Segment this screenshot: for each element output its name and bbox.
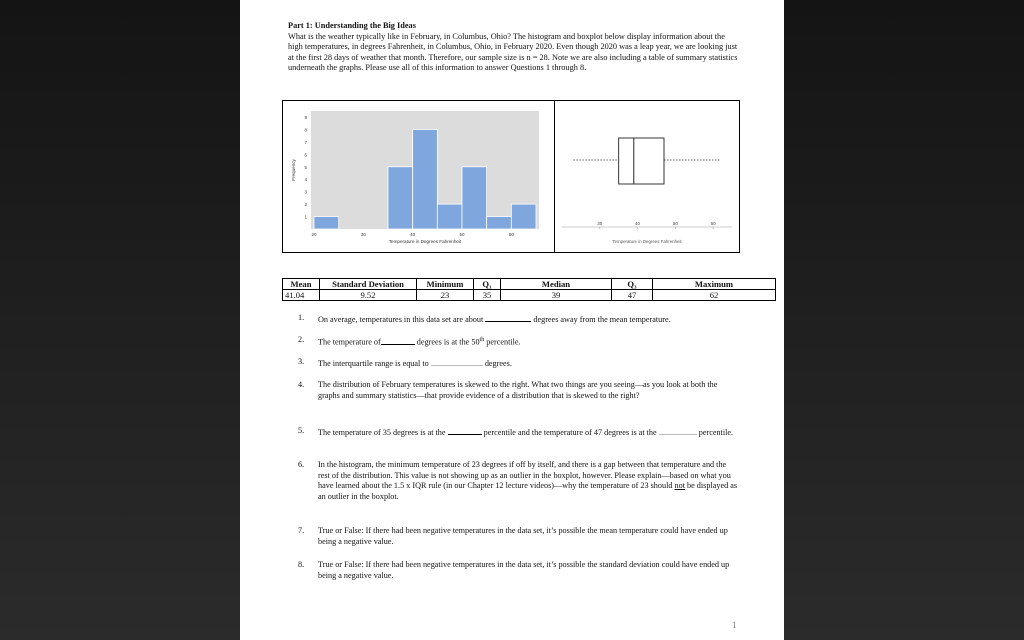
y-tick-label: 8 bbox=[304, 127, 307, 133]
y-axis-label: Frequency bbox=[291, 159, 296, 181]
header-standard-deviation: Standard Deviation bbox=[320, 279, 417, 290]
stats-value-row bbox=[283, 290, 776, 301]
answer-blank[interactable] bbox=[659, 426, 697, 435]
figure-box bbox=[282, 100, 740, 253]
histogram-bar bbox=[437, 204, 462, 229]
histogram-bar bbox=[511, 204, 536, 229]
question-text: percentile and the temperature of 47 degrees is at the bbox=[483, 428, 657, 437]
question-text: The interquartile range is equal to bbox=[318, 359, 429, 368]
question-number: 1. bbox=[298, 313, 305, 322]
question-number: 3. bbox=[298, 357, 305, 366]
header-q3: Q₃ bbox=[612, 279, 653, 290]
x-axis-label: Temperature in Degrees Fahrenheit bbox=[388, 239, 462, 244]
value-median: 39 bbox=[501, 290, 612, 301]
question-text: degrees is at the 50 bbox=[416, 337, 480, 347]
question-text: The temperature of bbox=[318, 337, 381, 347]
question-text: On average, temperatures in this data set are about bbox=[318, 315, 484, 324]
answer-blank[interactable] bbox=[431, 357, 483, 366]
question-number: 8. bbox=[298, 560, 305, 569]
histogram-bar bbox=[462, 167, 487, 229]
right-background bbox=[784, 0, 1024, 640]
header-mean: Mean bbox=[283, 279, 320, 290]
question-text: The distribution of February temperatures is skewed to the right. What two things are you seeing—as you look at both the graphs and summary statistics—that provide evidence of a distribution that is skewed to the right? bbox=[318, 380, 718, 400]
y-tick-label: 7 bbox=[304, 139, 307, 145]
x-tick-label: 50 bbox=[459, 232, 465, 237]
y-tick-label: 5 bbox=[304, 164, 307, 170]
question-number: 6. bbox=[298, 460, 305, 469]
value-standard-deviation: 9.52 bbox=[320, 290, 417, 301]
value-q1: 35 bbox=[474, 290, 501, 301]
emphasis-not: not bbox=[674, 481, 685, 490]
question-number: 5. bbox=[298, 426, 305, 435]
question-text: be displayed as an outlier in the boxplot. bbox=[318, 481, 738, 501]
value-maximum: 62 bbox=[653, 290, 776, 301]
histogram-bar bbox=[314, 217, 339, 229]
part-heading: Part 1: Understanding the Big Ideas bbox=[288, 21, 416, 30]
value-minimum: 23 bbox=[417, 290, 474, 301]
answer-blank[interactable] bbox=[381, 336, 415, 345]
y-tick-label: 1 bbox=[304, 214, 307, 220]
box-iqr bbox=[619, 138, 664, 184]
x-axis-label: Temperature in Degrees Fahrenheit bbox=[612, 239, 682, 244]
y-tick-label: 9 bbox=[304, 115, 307, 120]
superscript: th bbox=[479, 337, 485, 343]
x-tick-label: 40 bbox=[635, 221, 641, 226]
question-text: In the histogram, the minimum temperature of 23 degrees if off by itself, and there is a gap between that temperature and the rest of the distribution. This value is not showing up as an outlier in the boxplot, however. Please explain—based on what you have learned about the 1.5 x IQR rule (in our Chapter 12 lecture videos)—why the temperature of 23 should bbox=[318, 460, 731, 490]
x-tick-label: 60 bbox=[508, 232, 514, 237]
question-text: The temperature of 35 degrees is at the bbox=[318, 428, 446, 437]
x-tick-label: 20 bbox=[311, 232, 317, 237]
header-median: Median bbox=[501, 279, 612, 290]
x-tick-label: 30 bbox=[360, 232, 366, 237]
summary-statistics-table bbox=[282, 278, 776, 301]
document-page bbox=[240, 0, 784, 640]
question-text: True or False: If there had been negative temperatures in the data set, it’s possible the mean temperature could have ended up being a negative value. bbox=[318, 526, 728, 546]
question-text: degrees away from the mean temperature. bbox=[533, 315, 671, 324]
question-text: degrees. bbox=[484, 359, 512, 368]
y-tick-label: 4 bbox=[304, 177, 307, 183]
x-tick-label: 40 bbox=[410, 232, 416, 237]
stats-header-row bbox=[283, 279, 776, 290]
header-maximum: Maximum bbox=[653, 279, 776, 290]
x-tick-label: 60 bbox=[710, 221, 716, 226]
value-q3: 47 bbox=[612, 290, 653, 301]
question-text: percentile. bbox=[698, 428, 734, 437]
answer-blank[interactable] bbox=[485, 313, 531, 322]
question-number: 4. bbox=[298, 380, 305, 389]
y-tick-label: 6 bbox=[304, 152, 307, 158]
question-text: True or False: If there had been negative temperatures in the data set, it’s possible the standard deviation could have ended up being a negative value. bbox=[318, 560, 730, 580]
page-number: 1 bbox=[732, 620, 737, 630]
histogram-bar bbox=[388, 167, 413, 229]
histogram-bar bbox=[413, 129, 438, 229]
answer-blank[interactable] bbox=[448, 426, 482, 435]
question-number: 7. bbox=[298, 526, 305, 535]
header-q1: Q₁ bbox=[474, 279, 501, 290]
intro-text: What is the weather typically like in February, in Columbus, Ohio? The histogram and boxplot below display information about the high temperatures, in degrees Fahrenheit, in Columbus, Ohio, in February 2020. Even though 2020 was a leap year, we are looking just at the first 28 days of weather that month. Therefore, our sample size is n = 28. Note we are also including a table of summary statistics underneath the graphs. Please use all of this information to answer Questions 1 through 8. bbox=[288, 31, 738, 73]
left-background bbox=[0, 0, 240, 640]
intro-paragraph bbox=[288, 21, 740, 74]
boxplot-chart bbox=[558, 105, 736, 251]
header-minimum: Minimum bbox=[417, 279, 474, 290]
x-tick-label: 50 bbox=[672, 221, 678, 226]
y-tick-label: 2 bbox=[304, 202, 307, 208]
x-tick-label: 30 bbox=[597, 221, 603, 226]
question-number: 2. bbox=[298, 335, 305, 344]
figure-divider bbox=[554, 101, 555, 252]
histogram-bar bbox=[487, 217, 512, 229]
value-mean: 41.04 bbox=[283, 290, 320, 301]
question-text: percentile. bbox=[486, 337, 521, 347]
histogram-chart bbox=[287, 105, 549, 251]
y-tick-label: 3 bbox=[304, 189, 307, 195]
